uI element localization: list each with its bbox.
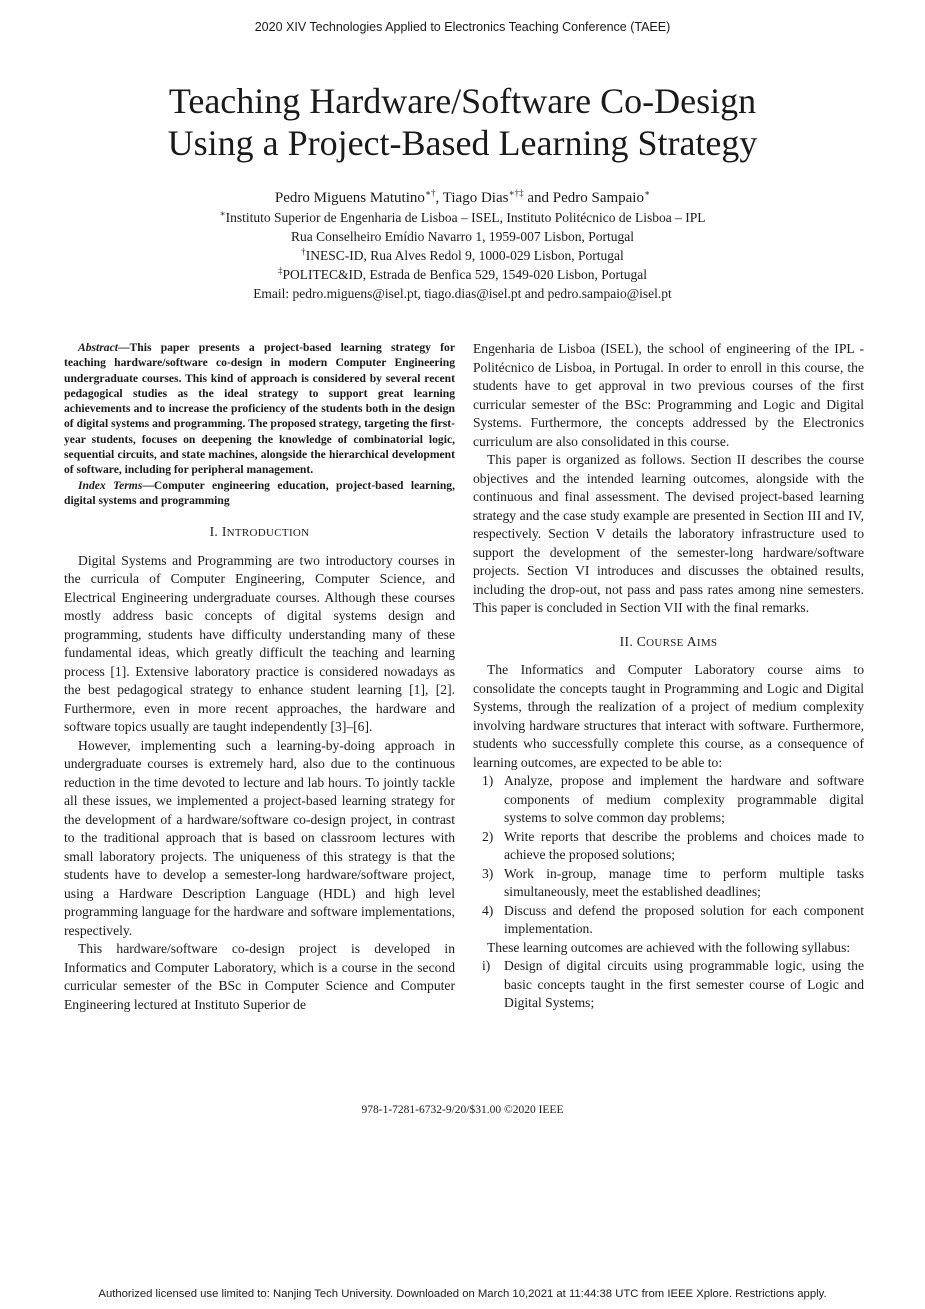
- author-2-name: Tiago Dias: [442, 190, 509, 206]
- conference-header: 2020 XIV Technologies Applied to Electronics Teaching Conference (TAEE): [254, 20, 671, 34]
- intro-paragraph-2: However, implementing such a learning-by-doing approach in undergraduate courses is extremely hard, also due to the continuous reduction in the time devoted to lecture and lab hours. To jointly tackle all these issues, we implemented a project-based learning strategy for the development of a hardware/software co-design project, in contrast to the traditional approach that is based on classroom lectures with small laboratory projects. The uniqueness of this strategy is that the students have to develop a semester-long hardware/software project, using a Hardware Description Language (HDL) and high level programming language for the hardware and software implementations, respectively.: [64, 737, 455, 938]
- affiliation-text: INESC-ID, Rua Alves Redol 9, 1000-029 Lisbon, Portugal: [305, 248, 624, 263]
- list-item-text: Discuss and defend the proposed solution for each component implementation.: [504, 902, 864, 936]
- title-line-2: Using a Project-Based Learning Strategy: [167, 123, 758, 163]
- list-marker: 4): [482, 902, 494, 918]
- list-item: [473, 772, 864, 828]
- license-notice: Authorized licensed use limited to: Nanjing Tech University. Downloaded on March 10,2021 at 11:44:38 UTC from IEEE Xplore. Restrictions apply.: [98, 1288, 827, 1300]
- affiliation-mark: ∗: [219, 208, 226, 219]
- affiliation-mark: †: [301, 246, 306, 257]
- author-2-affil-marks: ∗†‡: [508, 188, 524, 198]
- section-initial: A: [686, 633, 697, 649]
- section-initial: C: [636, 633, 647, 649]
- index-terms-text: —Computer engineering education, project-based learning, digital systems and programming: [64, 478, 455, 507]
- list-item: [473, 828, 864, 865]
- course-aims-intro: The Informatics and Computer Laboratory course aims to consolidate the concepts taught in Programming and Logic and Digital Systems, through the realization of a project of medium complexity involving hardware structures that interact with software. Furthermore, students who successfully complete this course, as a consequence of learning outcomes, are expected to be able to:: [473, 662, 864, 770]
- index-terms-label: Index Terms: [78, 478, 143, 492]
- abstract-text: —This paper presents a project-based learning strategy for teaching hardware/software co-design in modern Computer Engineering undergraduate courses. This kind of approach is considered by several recent pedagogical studies as the ideal strategy to support great learning achievements and to increase the proficiency of the students both in the design of digital systems and programming. The proposed strategy, targeting the first-year students, focuses on deepening the knowledge of combinatorial logic, sequential circuits, and state machines, alongside the hierarchical development of software, including for peripheral management.: [64, 341, 455, 477]
- affiliation-inesc: [0, 246, 925, 265]
- paper-organization-paragraph: This paper is organized as follows. Section II describes the course objectives and the intended learning outcomes, alongside with the continuous and final assessment. The devised project-based learning strategy and the case study example are presented in Section III and IV, respectively. Section V details the laboratory infrastructure used to support the development of the semester-long hardware/software projects. Section VI introduces and discusses the obtained results, including the drop-out, not pass and pass rates among nine semesters. This paper is concluded in Section VII with the final remarks.: [473, 452, 864, 615]
- author-3-affil-marks: ∗: [643, 188, 651, 198]
- index-terms: [64, 478, 455, 509]
- list-marker: 3): [482, 865, 494, 881]
- affiliation-text: Instituto Superior de Engenharia de Lisboa – ISEL, Instituto Politécnico de Lisboa – IPL: [225, 210, 706, 225]
- section-numeral: II.: [619, 633, 637, 649]
- author-3-name: and Pedro Sampaio: [527, 190, 644, 206]
- intro-paragraph-3-continued: Engenharia de Lisboa (ISEL), the school of engineering of the IPL - Politécnico de Lisboa, in Portugal. In order to enroll in this course, the students have to get approval in two previous courses of the first curricular semester of the BSc: Programming and Logic and Digital Systems. Furthermore, the concepts addressed by the Electronics curriculum are also consolidated in this course.: [473, 341, 864, 449]
- affiliation-mark: ‡: [278, 265, 283, 276]
- author-list: Pedro Miguens Matutino∗†, Tiago Dias∗†‡ and Pedro Sampaio∗: [274, 188, 651, 206]
- list-item: [473, 902, 864, 939]
- right-column: [473, 340, 864, 1013]
- title-line-1: Teaching Hardware/Software Co-Design: [168, 81, 757, 121]
- author-emails: Email: pedro.miguens@isel.pt, tiago.dias@isel.pt and pedro.sampaio@isel.pt: [253, 286, 672, 301]
- list-item-text: Design of digital circuits using programmable logic, using the basic concepts taught in the first semester course of Logic and Digital Systems;: [504, 958, 864, 1010]
- list-item-text: Analyze, propose and implement the hardware and software components of medium complexity programmable digital systems to solve common day problems;: [504, 773, 864, 825]
- section-heading-course-aims: [473, 633, 864, 653]
- affiliation-isel-address: Rua Conselheiro Emídio Navarro 1, 1959-007 Lisbon, Portugal: [290, 229, 635, 244]
- list-marker: 2): [482, 828, 494, 844]
- section-numeral: I.: [209, 524, 222, 540]
- copyright-code: 978-1-7281-6732-9/20/$31.00 ©2020 IEEE: [361, 1104, 564, 1116]
- author-1-affil-marks: ∗†: [424, 188, 436, 198]
- section-title-rest: IMS: [696, 636, 718, 649]
- syllabus-list: [473, 957, 864, 1013]
- list-marker: i): [482, 958, 491, 973]
- affiliation-text: POLITEC&ID, Estrada de Benfica 529, 1549-020 Lisbon, Portugal: [282, 267, 647, 282]
- affiliations: [0, 208, 925, 303]
- section-title-rest: NTRODUCTION: [226, 527, 310, 540]
- abstract-label: Abstract: [78, 341, 118, 354]
- author-1-name: Pedro Miguens Matutino: [274, 190, 425, 206]
- intro-paragraph-3: This hardware/software co-design project is developed in Informatics and Computer Laboratory, which is a course in the second curricular semester of the BSc in Computer Science and Computer Engineering lectured at Instituto Superior de: [64, 941, 455, 1012]
- left-column: [64, 340, 455, 1014]
- list-item: [473, 865, 864, 902]
- intro-paragraph-1: Digital Systems and Programming are two introductory courses in the curricula of Computer Engineering, Computer Science, and Electrical Engineering undergraduate courses. Although these courses mostly address basic concepts of digital systems design and programming, students have difficulty understanding many of these fundamental ideas, which greatly difficult the teaching and learning process [1]. Extensive laboratory practice is considered nowadays as the best pedagogical strategy to enhance student learning [1], [2]. Furthermore, even in more recent approaches, the hardware and software topics usually are taught independently [3]–[6].: [64, 552, 455, 735]
- list-item-text: Write reports that describe the problems and choices made to achieve the proposed solutions;: [504, 828, 864, 862]
- affiliation-isel: [0, 208, 925, 227]
- section-initial: I: [221, 524, 227, 540]
- list-item: [473, 957, 864, 1013]
- list-item-text: Work in-group, manage time to perform multiple tasks simultaneously, meet the established deadlines;: [504, 865, 864, 899]
- list-marker: 1): [482, 773, 494, 788]
- abstract: [64, 340, 455, 478]
- affiliation-politec: [0, 265, 925, 284]
- section-heading-introduction: [64, 523, 455, 543]
- learning-outcomes-list: [473, 772, 864, 939]
- paper-title: [0, 80, 925, 164]
- syllabus-intro: These learning outcomes are achieved with the following syllabus:: [487, 939, 851, 955]
- section-title-rest: OURSE: [646, 636, 687, 649]
